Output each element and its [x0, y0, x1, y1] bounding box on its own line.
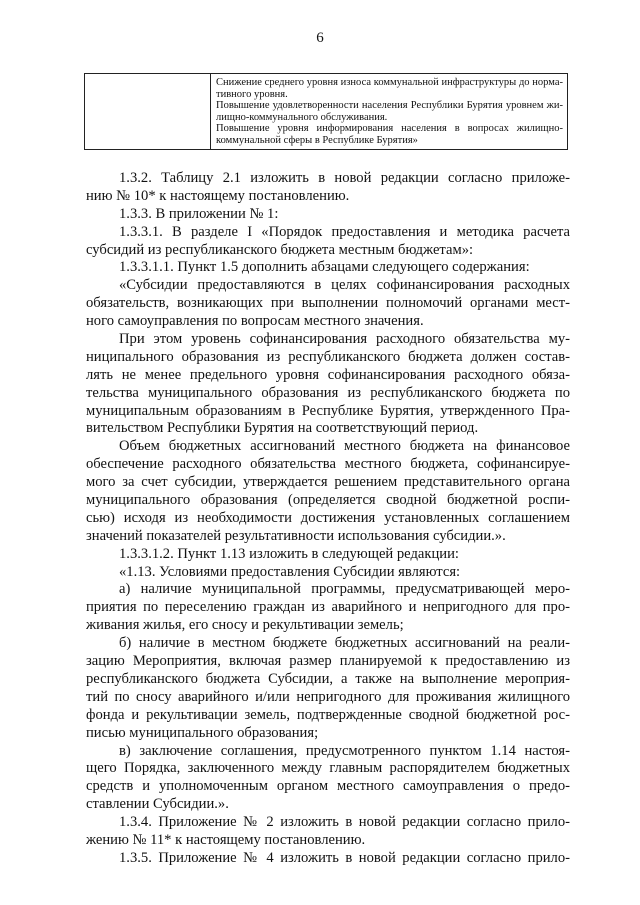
text-line: жению № 11* к настоящему постановлению. — [86, 831, 366, 848]
table-line: Повышение удовлетворенности населения Республики Бурятия уровнем жи- — [216, 100, 563, 112]
text-line: мого за счет субсидии, утверждается решением представительного органа — [86, 474, 570, 491]
text-line: вительством Республики Бурятия на соответствующий период. — [86, 420, 479, 437]
text-line: ного самоуправления по вопросам местного значения. — [86, 313, 424, 330]
text-line: сью) исходя из необходимости достижения установленных соглашением — [86, 509, 570, 526]
text-line: средств и уполномоченным органом местного самоуправления о предо- — [86, 778, 570, 795]
table-line: тивного уровня. — [216, 88, 288, 100]
text-line: 1.3.3. В приложении № 1: — [119, 205, 279, 222]
text-line: тий по сносу аварийного и/или непригодного для проживания жилищного — [86, 688, 570, 705]
text-line: ниципального образования из республиканского бюджета должен состав- — [86, 348, 570, 365]
text-line: обязательств, возникающих при выполнении полномочий органами мест- — [86, 295, 570, 312]
text-line: фонда и рекультивации земель, подтвержденные сводной бюджетной рос- — [86, 706, 570, 723]
text-line: писью муниципального образования; — [86, 724, 319, 741]
document-body — [86, 170, 570, 868]
text-line: 1.3.2. Таблицу 2.1 изложить в новой редакции согласно приложе- — [119, 170, 570, 186]
table-line: Снижение среднего уровня износа коммунальной инфраструктуры до норма- — [216, 77, 563, 88]
text-line: значений показателей результативности использования субсидии.». — [86, 527, 506, 544]
text-line: ставлении Субсидии.». — [86, 796, 229, 813]
text-line: щего Порядка, заключенного между главным распорядителем бюджетных — [86, 760, 570, 777]
text-line: «Субсидии предоставляются в целях софинансирования расходных — [119, 277, 570, 294]
text-line: муниципальным образованиям в Республике Бурятия, утвержденного Пра- — [86, 402, 570, 419]
text-line: 1.3.3.1.1. Пункт 1.5 дополнить абзацами следующего содержания: — [119, 259, 530, 276]
text-line: «1.13. Условиями предоставления Субсидии являются: — [119, 563, 461, 580]
page-number: 6 — [316, 30, 324, 46]
table-cell-empty — [85, 74, 211, 150]
table-line: коммунальной сферы в Республике Бурятия» — [216, 134, 418, 146]
text-line: При этом уровень софинансирования расходного обязательства му- — [119, 331, 570, 348]
text-line: 1.3.3.1. В разделе I «Порядок предоставления и методика расчета — [119, 223, 570, 240]
text-line: зацию Мероприятия, включая размер планируемой к предоставлению из — [86, 653, 570, 670]
table-line: Повышение уровня информирования населения в вопросах жилищно- — [216, 123, 563, 135]
text-line: нию № 10* к настоящему постановлению. — [86, 187, 350, 204]
text-line: 1.3.5. Приложение № 4 изложить в новой редакции согласно прило- — [119, 849, 570, 866]
text-line: в) заключение соглашения, предусмотренного пунктом 1.14 настоя- — [119, 742, 570, 759]
text-line: тельства муниципального образования из республиканского бюджета по — [86, 384, 570, 401]
text-line: б) наличие в местном бюджете бюджетных ассигнований на реали- — [119, 635, 570, 652]
text-line: обеспечение расходного обязательства местного бюджета, софинансируе- — [86, 456, 570, 473]
text-line: а) наличие муниципальной программы, предусматривающей меро- — [119, 581, 570, 598]
text-line: лять не менее предельного уровня софинансирования расходного обяза- — [86, 366, 570, 383]
text-line: субсидий из республиканского бюджета местным бюджетам»: — [86, 241, 474, 258]
text-line: приятия по переселению граждан из аварийного и непригодного для про- — [86, 599, 570, 616]
table-line: лищно-коммунального обслуживания. — [216, 111, 388, 123]
table-cell-text — [211, 74, 568, 150]
text-line: муниципального образования (определяется сводной бюджетной роспи- — [86, 492, 570, 509]
text-line: Объем бюджетных ассигнований местного бюджета на финансовое — [119, 438, 570, 455]
text-line: 1.3.4. Приложение № 2 изложить в новой редакции согласно прило- — [119, 814, 570, 831]
text-line: 1.3.3.1.2. Пункт 1.13 изложить в следующей редакции: — [119, 545, 459, 562]
table-row — [85, 74, 568, 150]
text-line: живания жилья, его сносу и рекультивации земель; — [86, 617, 404, 634]
text-line: республиканского бюджета Субсидии, а также на выполнение мероприя- — [86, 670, 570, 687]
goals-table — [84, 73, 568, 150]
